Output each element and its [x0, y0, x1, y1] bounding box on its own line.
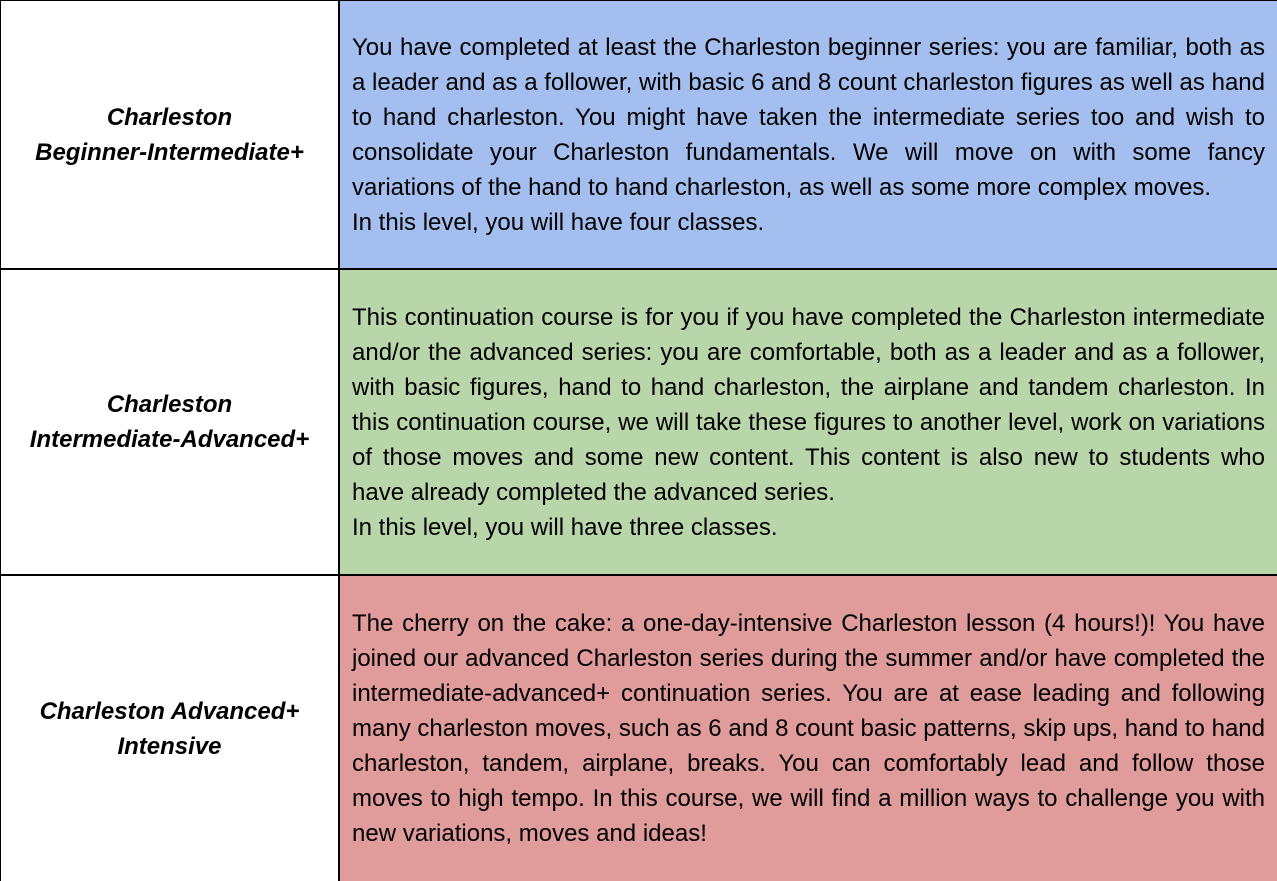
level-name-line-2: Beginner-Intermediate+ [35, 138, 304, 166]
level-row-advanced-intensive [0, 575, 1277, 881]
level-row-beginner-intermediate [0, 0, 1277, 269]
level-name-line-1: Charleston [106, 103, 233, 131]
level-description-cell [339, 0, 1277, 269]
level-classes-note: In this level, you will have four classes. [352, 208, 765, 236]
level-name-cell [0, 0, 339, 269]
level-description: You have completed at least the Charleston beginner series: you are familiar, both as a leader and as a follower, with basic 6 and 8 count charleston figures as well as hand to hand charleston. You might have taken the intermediate series too and wish to consolidate your Charleston fundamentals. We will move on with some fancy variations of the hand to hand charleston, as well as some more complex moves. [352, 33, 1265, 201]
level-classes-note: In this level, you will have three classes. [352, 513, 778, 541]
level-row-intermediate-advanced [0, 269, 1277, 575]
level-name-cell [0, 269, 339, 575]
level-name-line-1: Charleston [106, 391, 233, 418]
level-name-cell [0, 575, 339, 881]
level-description: This continuation course is for you if you have completed the Charleston intermediate and/or the advanced series: you are comfortable, both as a leader and as a follower, with basic figures, hand to hand charleston, the airplane and tandem charleston. In this continuation course, we will take these figures to another level, work on variations of those moves and some new content. This content is also new to students who have already completed the advanced series. [352, 303, 1265, 506]
level-description-cell [339, 575, 1277, 881]
level-description: The cherry on the cake: a one-day-intensive Charleston lesson (4 hours!)! You have joined our advanced Charleston series during the summer and/or have completed the intermediate-advanced+ continuation series. You are at ease leading and following many charleston moves, such as 6 and 8 count basic patterns, skip ups, hand to hand charleston, tandem, airplane, breaks. You can comfortably lead and follow those moves to high tempo. In this course, we will find a million ways to challenge you with new variations, moves and ideas! [352, 610, 1265, 847]
level-name-line-2: Intermediate-Advanced+ [29, 426, 310, 453]
level-name-line-2: Intensive [117, 732, 222, 760]
level-name-line-1: Charleston Advanced+ [39, 697, 300, 725]
level-description-cell [339, 269, 1277, 575]
